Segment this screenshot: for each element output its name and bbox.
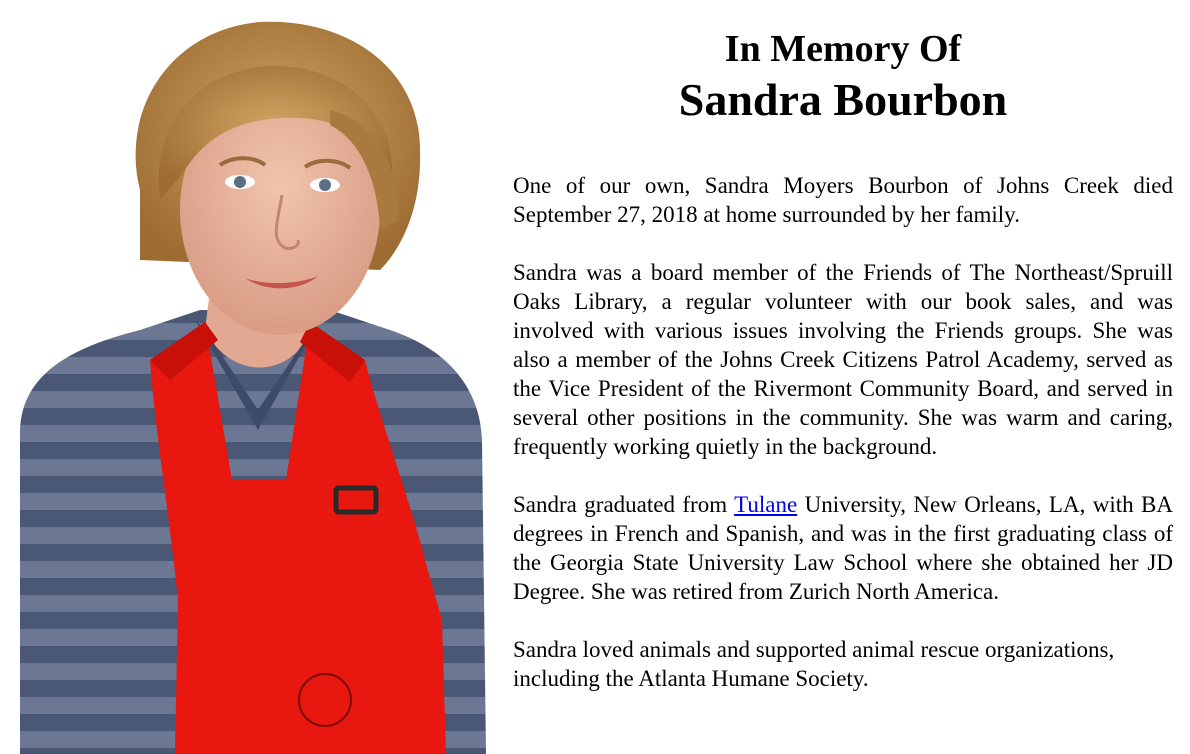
memorial-title [513,26,1173,128]
memorial-text [513,171,1173,693]
tulane-link[interactable]: Tulane [734,492,798,517]
title-in-memory-of: In Memory Of [724,28,962,70]
title-name: Sandra Bourbon [678,74,1008,125]
paragraph-animals: Sandra loved animals and supported animal rescue organizations, including the Atlanta Humane Society. [513,637,1115,691]
paragraph-death-notice: One of our own, Sandra Moyers Bourbon of Johns Creek died September 27, 2018 at home surrounded by her family. [513,173,1173,227]
education-text-after: University, New Orleans, LA, with BA degrees in French and Spanish, and was in the first graduating class of the Georgia State University Law School where she obtained her JD Degree. She was retired from Zurich North America. [513,492,1174,604]
portrait-illustration [0,0,495,754]
paragraph-education [513,490,1173,606]
portrait-photo [0,0,495,754]
paragraph-community-service: Sandra was a board member of the Friends of The Northeast/Spruill Oaks Library, a regular volunteer with our book sales, and was involved with various issues involving the Friends groups. She was also a member of the Johns Creek Citizens Patrol Academy, served as the Vice President of the Rivermont Community Board, and served in several other positions in the community. She was warm and caring, frequently working quietly in the background. [513,260,1173,459]
education-text-before: Sandra graduated from [513,492,735,517]
